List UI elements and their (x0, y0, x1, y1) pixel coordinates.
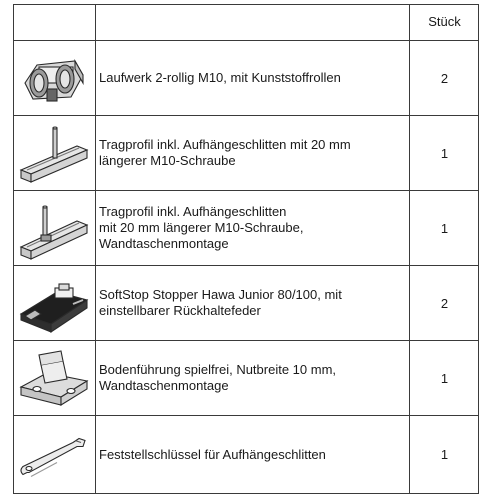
table-row (13, 191, 479, 265)
roller-carriage-icon (17, 45, 91, 111)
table-row (13, 341, 479, 415)
table-row (13, 116, 479, 190)
part-description: Feststellschlüssel für Aufhängeschlitten (99, 446, 326, 462)
part-description: Tragprofil inkl. Aufhängeschlitten mit 20 mm längerer M10-Schraube (99, 137, 351, 168)
part-quantity: 1 (440, 145, 449, 161)
adjustment-key-icon (17, 420, 91, 489)
part-quantity: 1 (440, 447, 449, 462)
table-row (13, 266, 479, 340)
support-profile-icon (17, 120, 91, 186)
part-description: Tragprofil inkl. Aufhängeschlitten mit 20 mm längerer M10-Schraube, Wandtaschenmontage (99, 204, 304, 251)
table-row (13, 41, 479, 115)
softstop-stopper-icon (17, 270, 91, 336)
floor-guide-icon (17, 345, 91, 411)
table-border-top (13, 4, 479, 5)
part-description: SoftStop Stopper Hawa Junior 80/100, mit einstellbarer Rückhaltefeder (99, 287, 342, 318)
part-quantity: 2 (440, 70, 449, 86)
part-quantity: 2 (440, 295, 449, 311)
part-quantity: 1 (440, 370, 449, 386)
part-description: Laufwerk 2-rollig M10, mit Kunststoffrollen (99, 70, 341, 85)
table-border-bottom (13, 493, 479, 494)
parts-table (13, 4, 479, 494)
table-row (13, 416, 479, 493)
support-profile-wall-icon (17, 195, 91, 261)
part-quantity: 1 (440, 220, 449, 236)
header-qty-cell: Stück (428, 14, 461, 29)
part-description: Bodenführung spielfrei, Nutbreite 10 mm, Wandtaschenmontage (99, 362, 337, 393)
